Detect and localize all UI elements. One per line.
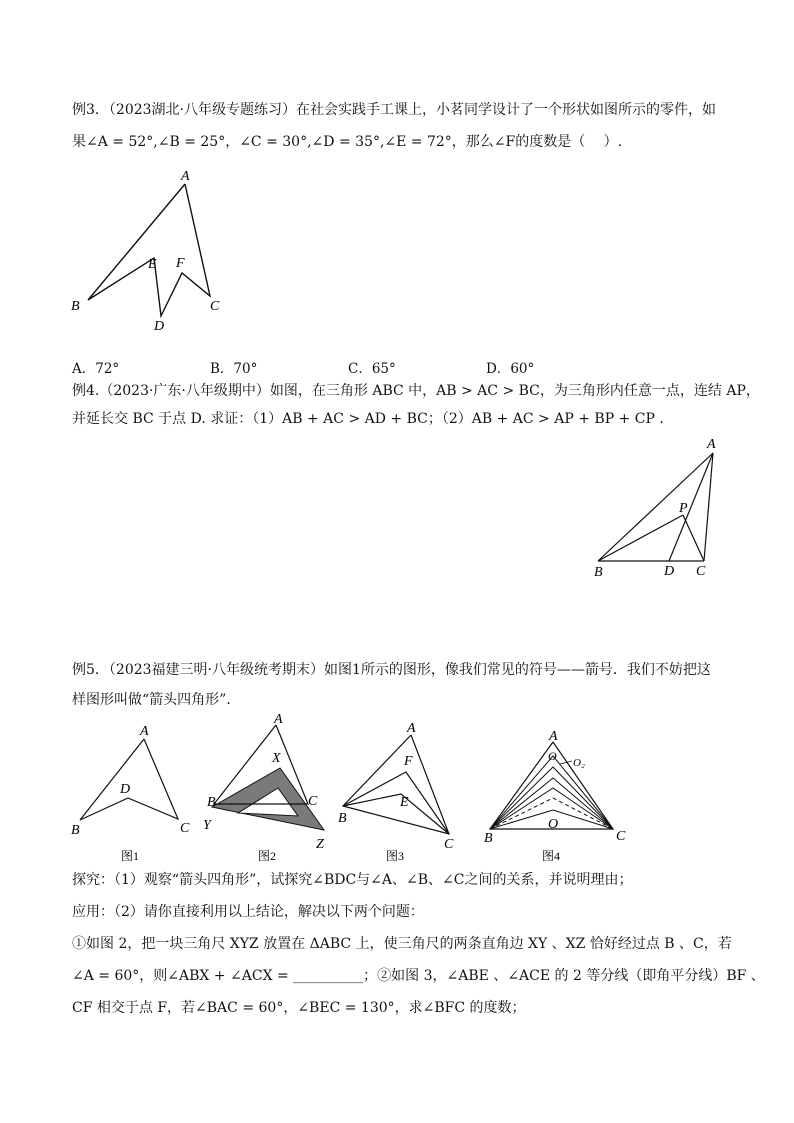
ex3-option-a: A．72° — [72, 361, 120, 377]
fig4-label-c: C — [616, 829, 626, 844]
ex4-label-c: C — [696, 564, 706, 579]
fig2-label-b: B — [207, 795, 216, 810]
ex4-label-b: B — [594, 565, 603, 580]
ex4-text-line2: 并延长交 BC 于点 D. 求证：（1）AB + AC > AD + BC；（2）AB + AC > AP + BP + CP . — [72, 411, 664, 427]
ex5-q1-line2: ∠A = 60°，则∠ABX + ∠ACX = __________；②如图 3，∠ABE 、∠ACE 的 2 等分线（即角平分线）BF 、 — [72, 968, 765, 984]
fig3-caption: 图3 — [386, 849, 405, 863]
ex3-label-c: C — [210, 299, 220, 314]
ex3-option-d: D．60° — [486, 361, 535, 377]
ex3-option-b: B．70° — [210, 361, 258, 377]
ex3-shape — [88, 184, 210, 316]
fig1-label-c: C — [180, 821, 190, 836]
fig2-label-c: C — [308, 794, 318, 809]
ex4-label-p: P — [679, 501, 688, 516]
fig4-label-b: B — [484, 831, 493, 846]
ex5-figure-3 — [334, 722, 464, 867]
ex5-explore: 探究：（1）观察“箭头四角形”，试探究∠BDC与∠A、∠B、∠C之间的关系，并说明理由； — [72, 872, 633, 888]
ex5-figure-1 — [66, 722, 196, 867]
ex4-text-line1: 例4.（2023·广东·八年级期中）如图，在三角形 ABC 中，AB > AC > BC，为三角形内任意一点，连结 AP， — [72, 383, 760, 399]
ex5-q1-line1: ①如图 2，把一块三角尺 XYZ 放置在 ΔABC 上，使三角尺的两条直角边 XY 、XZ 恰好经过点 B 、C，若 — [72, 936, 732, 952]
ex4-label-d: D — [664, 564, 675, 579]
ex3-label-a: A — [181, 169, 190, 184]
ex5-figure-4 — [480, 722, 630, 867]
fig2-caption: 图2 — [258, 849, 277, 863]
ex3-label-f: F — [176, 256, 185, 271]
ex3-option-c: C．65° — [348, 361, 396, 377]
fig3-label-c: C — [444, 837, 454, 852]
ex3-text-line2: 果∠A = 52°,∠B = 25°，∠C = 30°,∠D = 35°,∠E = 72°，那么∠F的度数是（ ）. — [72, 134, 623, 150]
fig3-label-e: E — [400, 795, 409, 810]
ex5-q1-line3: CF 相交于点 F，若∠BAC = 60°，∠BEC = 130°，求∠BFC 的度数； — [72, 1000, 526, 1016]
ex5-text-line2: 样图形叫做“箭头四角形”． — [72, 692, 241, 708]
ex3-label-d: D — [154, 319, 165, 334]
fig1-label-a: A — [140, 724, 149, 739]
ex3-text-line1: 例3．（2023湖北·八年级专题练习）在社会实践手工课上，小茗同学设计了一个形状如图所示的零件，如 — [72, 102, 716, 118]
fig3-label-a: A — [407, 722, 416, 736]
ex5-figure-2 — [198, 712, 338, 867]
fig4-label-o1: O — [548, 749, 557, 763]
ex3-label-b: B — [71, 299, 80, 314]
fig4-label-o2: O₂ — [573, 757, 585, 769]
fig1-label-b: B — [71, 823, 80, 838]
fig4-caption: 图4 — [542, 849, 561, 863]
ex4-label-a: A — [707, 437, 716, 452]
fig3-label-b: B — [338, 811, 347, 826]
fig2-label-a: A — [274, 712, 283, 727]
fig2-label-x: X — [272, 751, 281, 766]
ex4-figure — [585, 432, 725, 582]
ex3-label-e: E — [148, 257, 157, 272]
fig2-label-y: Y — [203, 818, 211, 833]
fig1-label-d: D — [120, 782, 131, 797]
fig4-label-a: A — [549, 729, 558, 744]
fig3-label-f: F — [404, 754, 413, 769]
fig1-caption: 图1 — [121, 849, 140, 863]
ex5-apply: 应用：（2）请你直接利用以上结论，解决以下两个问题： — [72, 904, 424, 920]
ex5-text-line1: 例5．（2023福建三明·八年级统考期末）如图1所示的图形，像我们常见的符号——箭号．我们不妨把这 — [72, 662, 711, 678]
fig4-label-o: O — [548, 817, 559, 832]
ex3-figure — [64, 165, 234, 340]
fig2-label-z: Z — [316, 837, 324, 852]
